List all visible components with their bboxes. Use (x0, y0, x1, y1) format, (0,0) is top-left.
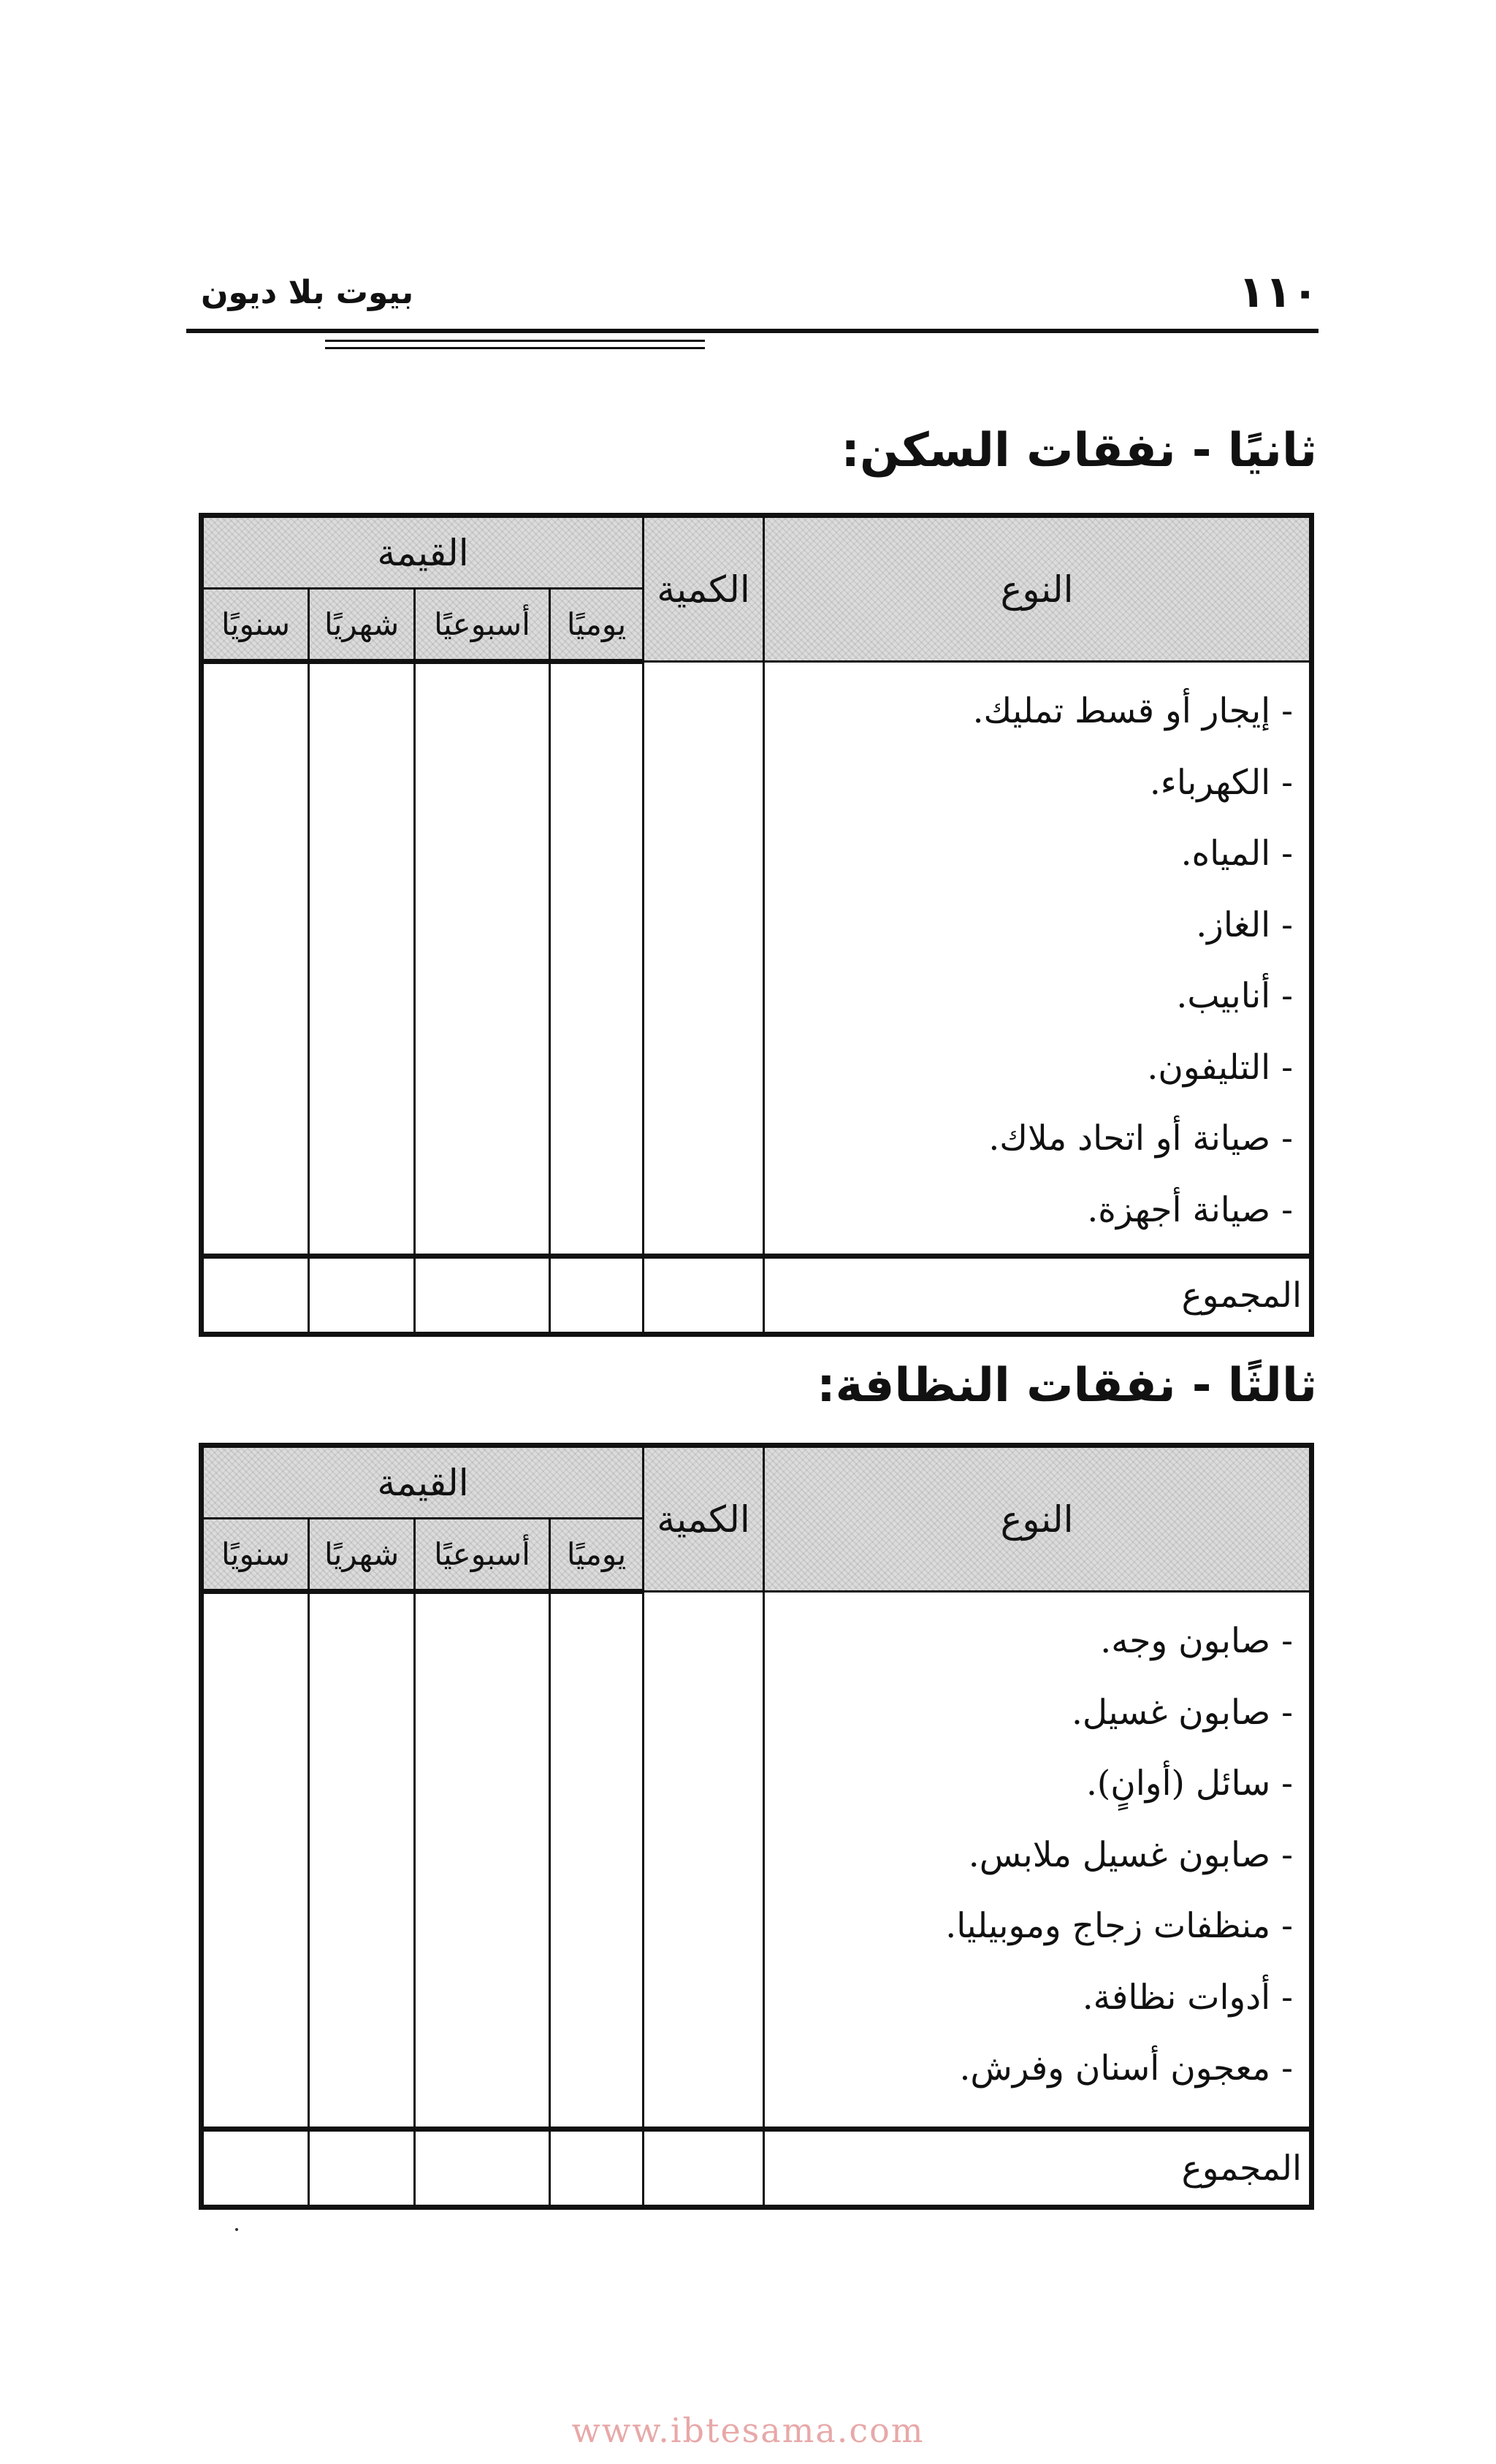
cleaning-expenses-table (199, 1443, 1314, 2210)
list-item: - سائل (أوانٍ). (1085, 1763, 1294, 1804)
yearly-cell (202, 1592, 309, 2129)
list-item: - أدوات نظافة. (1082, 1977, 1294, 2018)
list-item: - منظفات زجاج وموبيليا. (945, 1906, 1294, 1946)
col-weekly-header: أسبوعيًا (415, 589, 550, 662)
col-quantity-header: الكمية (644, 516, 764, 662)
list-item: - الكهرباء. (1149, 762, 1294, 803)
col-daily-header: يوميًا (550, 1519, 644, 1592)
total-weekly-cell (415, 2129, 550, 2208)
weekly-cell (415, 1592, 550, 2129)
weekly-cell (415, 662, 550, 1256)
daily-cell (550, 1592, 644, 2129)
col-type-header: النوع (764, 1446, 1312, 1592)
list-item: - صيانة أجهزة. (1087, 1189, 1294, 1230)
header-decor-line (325, 347, 705, 349)
daily-cell (550, 662, 644, 1256)
list-item: - معجون أسنان وفرش. (959, 2048, 1294, 2089)
section-title-cleaning: ثالثًا - نفقات النظافة: (817, 1359, 1317, 1413)
col-value-header: القيمة (202, 1446, 644, 1519)
list-item: - إيجار أو قسط تمليك. (972, 691, 1294, 731)
col-weekly-header: أسبوعيًا (415, 1519, 550, 1592)
list-item: - صابون غسيل. (1071, 1692, 1294, 1733)
total-yearly-cell (202, 1256, 309, 1335)
total-weekly-cell (415, 1256, 550, 1335)
watermark: www.ibtesama.com (571, 2411, 925, 2450)
header-decor-line (325, 340, 705, 342)
book-title: بيوت بلا ديون (201, 274, 414, 311)
total-label: المجموع (764, 1256, 1312, 1335)
col-value-header: القيمة (202, 516, 644, 589)
total-yearly-cell (202, 2129, 309, 2208)
total-monthly-cell (309, 1256, 415, 1335)
total-row (202, 2129, 1312, 2208)
col-monthly-header: شهريًا (309, 1519, 415, 1592)
quantity-cell (644, 662, 764, 1256)
list-item: - الغاز. (1196, 904, 1294, 945)
list-item: - المياه. (1180, 834, 1294, 874)
col-yearly-header: سنويًا (202, 1519, 309, 1592)
page-number: ١١٠ (1238, 267, 1318, 318)
list-item: - صابون غسيل ملابس. (968, 1834, 1294, 1875)
col-quantity-header: الكمية (644, 1446, 764, 1592)
list-item: - التليفون. (1147, 1047, 1294, 1088)
page-header (186, 267, 1318, 354)
stray-dot (235, 2228, 238, 2231)
monthly-cell (309, 1592, 415, 2129)
table-row (202, 662, 1312, 1256)
list-item: - صابون وجه. (1100, 1621, 1294, 1661)
total-quantity-cell (644, 1256, 764, 1335)
total-monthly-cell (309, 2129, 415, 2208)
list-item: - صيانة أو اتحاد ملاك. (988, 1118, 1294, 1159)
col-yearly-header: سنويًا (202, 589, 309, 662)
items-list (764, 662, 1312, 1256)
table-row (202, 1592, 1312, 2129)
items-list (764, 1592, 1312, 2129)
col-type-header: النوع (764, 516, 1312, 662)
list-item: - أنابيب. (1176, 976, 1294, 1016)
col-daily-header: يوميًا (550, 589, 644, 662)
total-quantity-cell (644, 2129, 764, 2208)
total-row (202, 1256, 1312, 1335)
total-label: المجموع (764, 2129, 1312, 2208)
total-daily-cell (550, 1256, 644, 1335)
header-rule (186, 329, 1318, 333)
total-daily-cell (550, 2129, 644, 2208)
quantity-cell (644, 1592, 764, 2129)
section-title-housing: ثانيًا - نفقات السكن: (841, 424, 1317, 478)
col-monthly-header: شهريًا (309, 589, 415, 662)
yearly-cell (202, 662, 309, 1256)
housing-expenses-table (199, 513, 1314, 1337)
monthly-cell (309, 662, 415, 1256)
